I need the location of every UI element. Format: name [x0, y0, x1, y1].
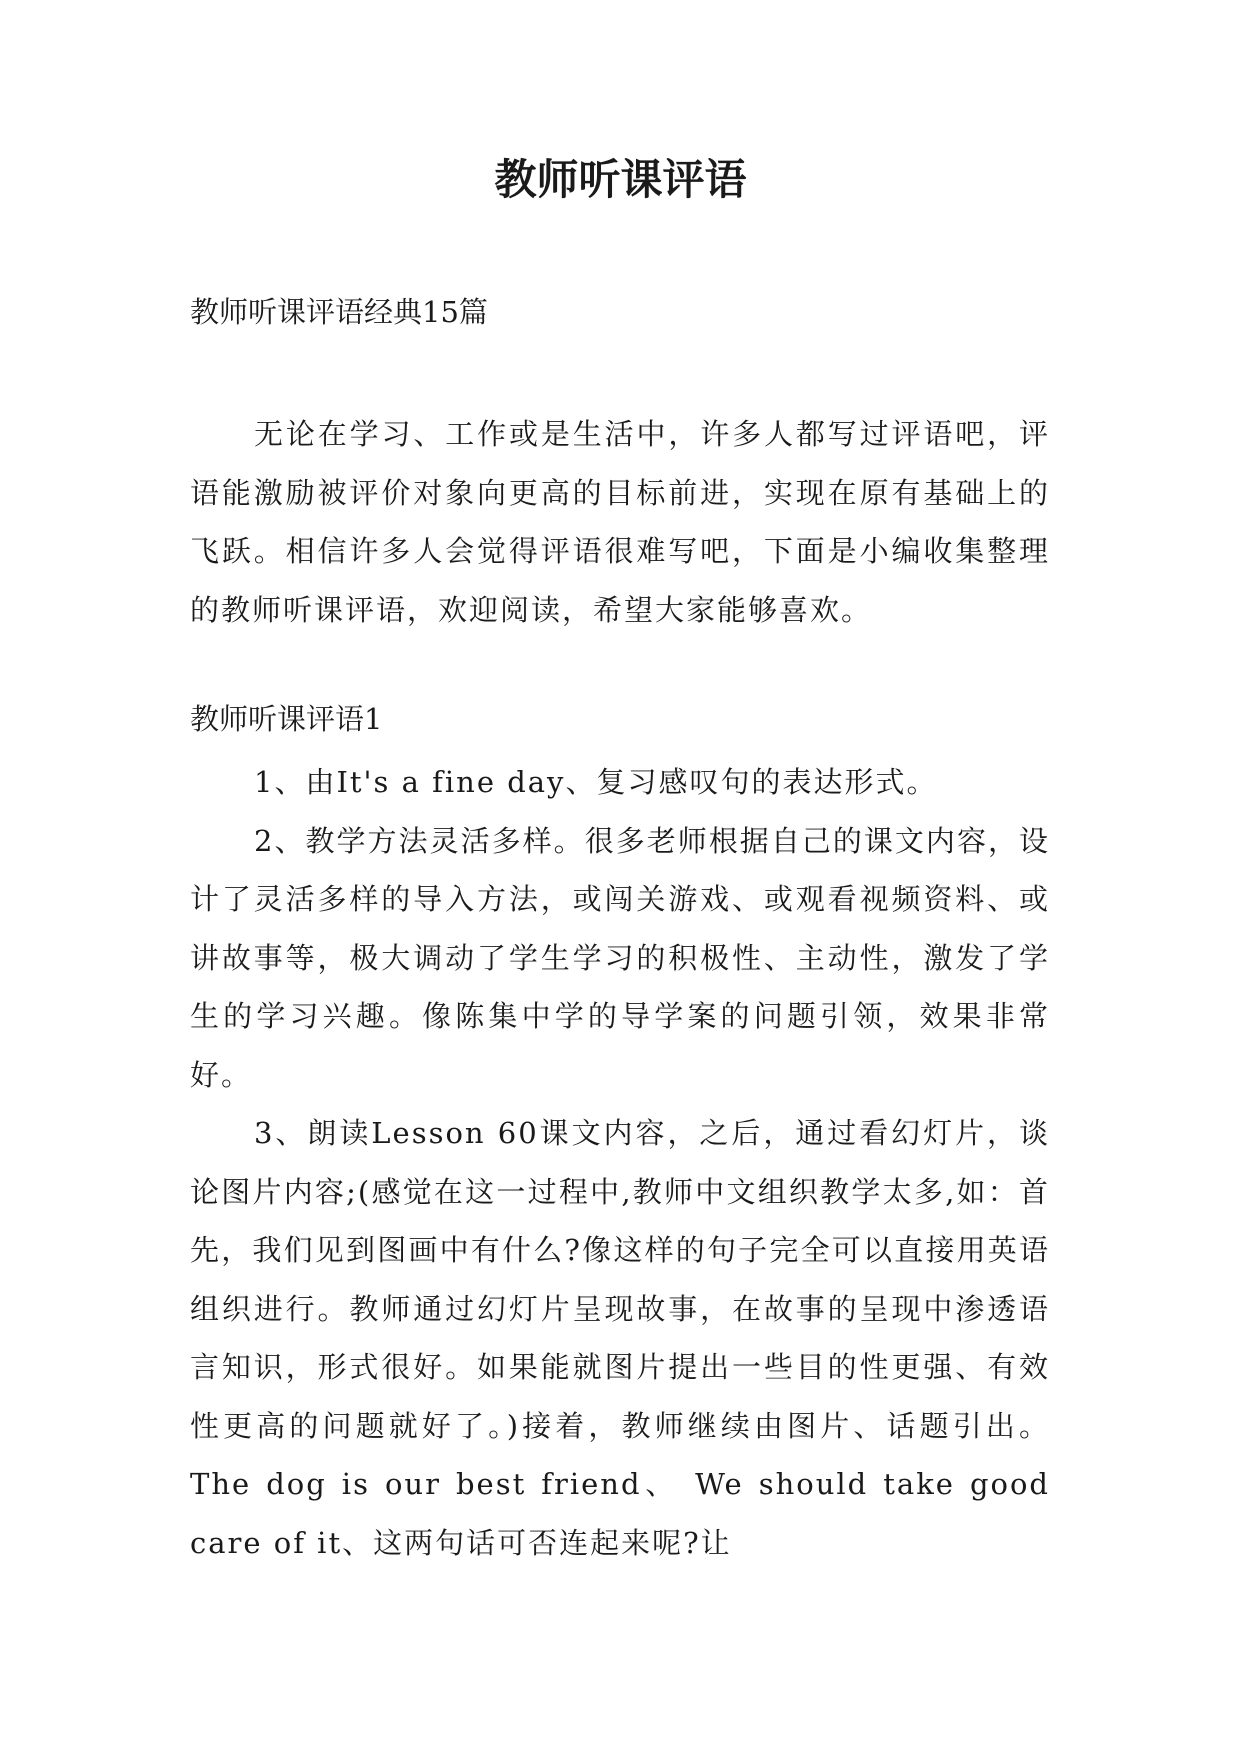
document-subtitle: 教师听课评语经典15篇 [190, 295, 488, 329]
comment-item-3: 3、朗读Lesson 60课文内容，之后，通过看幻灯片，谈论图片内容;(感觉在这一过程中,教师中文组织教学太多,如：首先，我们见到图画中有什么?像这样的句子完全可以直接用英语组织进行。教师通过幻灯片呈现故事，在故事的呈现中渗透语言知识，形式很好。如果能就图片提出一些目的性更强、有效性更高的问题就好了。)接着，教师继续由图片、话题引出。The dog is our best friend、 We should take good care of it、这两句话可否连起来呢?让 [190, 1116, 1050, 1560]
comment-list [190, 753, 1050, 1572]
comment-item-1: 1、由It's a fine day、复习感叹句的表达形式。 [254, 765, 938, 799]
section-heading: 教师听课评语1 [190, 702, 383, 736]
document-title: 教师听课评语 [494, 155, 747, 204]
intro-paragraph: 无论在学习、工作或是生活中，许多人都写过评语吧，评语能激励被评价对象向更高的目标前进，实现在原有基础上的飞跃。相信许多人会觉得评语很难写吧，下面是小编收集整理的教师听课评语，欢迎阅读，希望大家能够喜欢。 [190, 417, 1050, 627]
comment-item-2: 2、教学方法灵活多样。很多老师根据自己的课文内容，设计了灵活多样的导入方法，或闯关游戏、或观看视频资料、或讲故事等，极大调动了学生学习的积极性、主动性，激发了学生的学习兴趣。像陈集中学的导学案的问题引领，效果非常好。 [190, 823, 1050, 1092]
